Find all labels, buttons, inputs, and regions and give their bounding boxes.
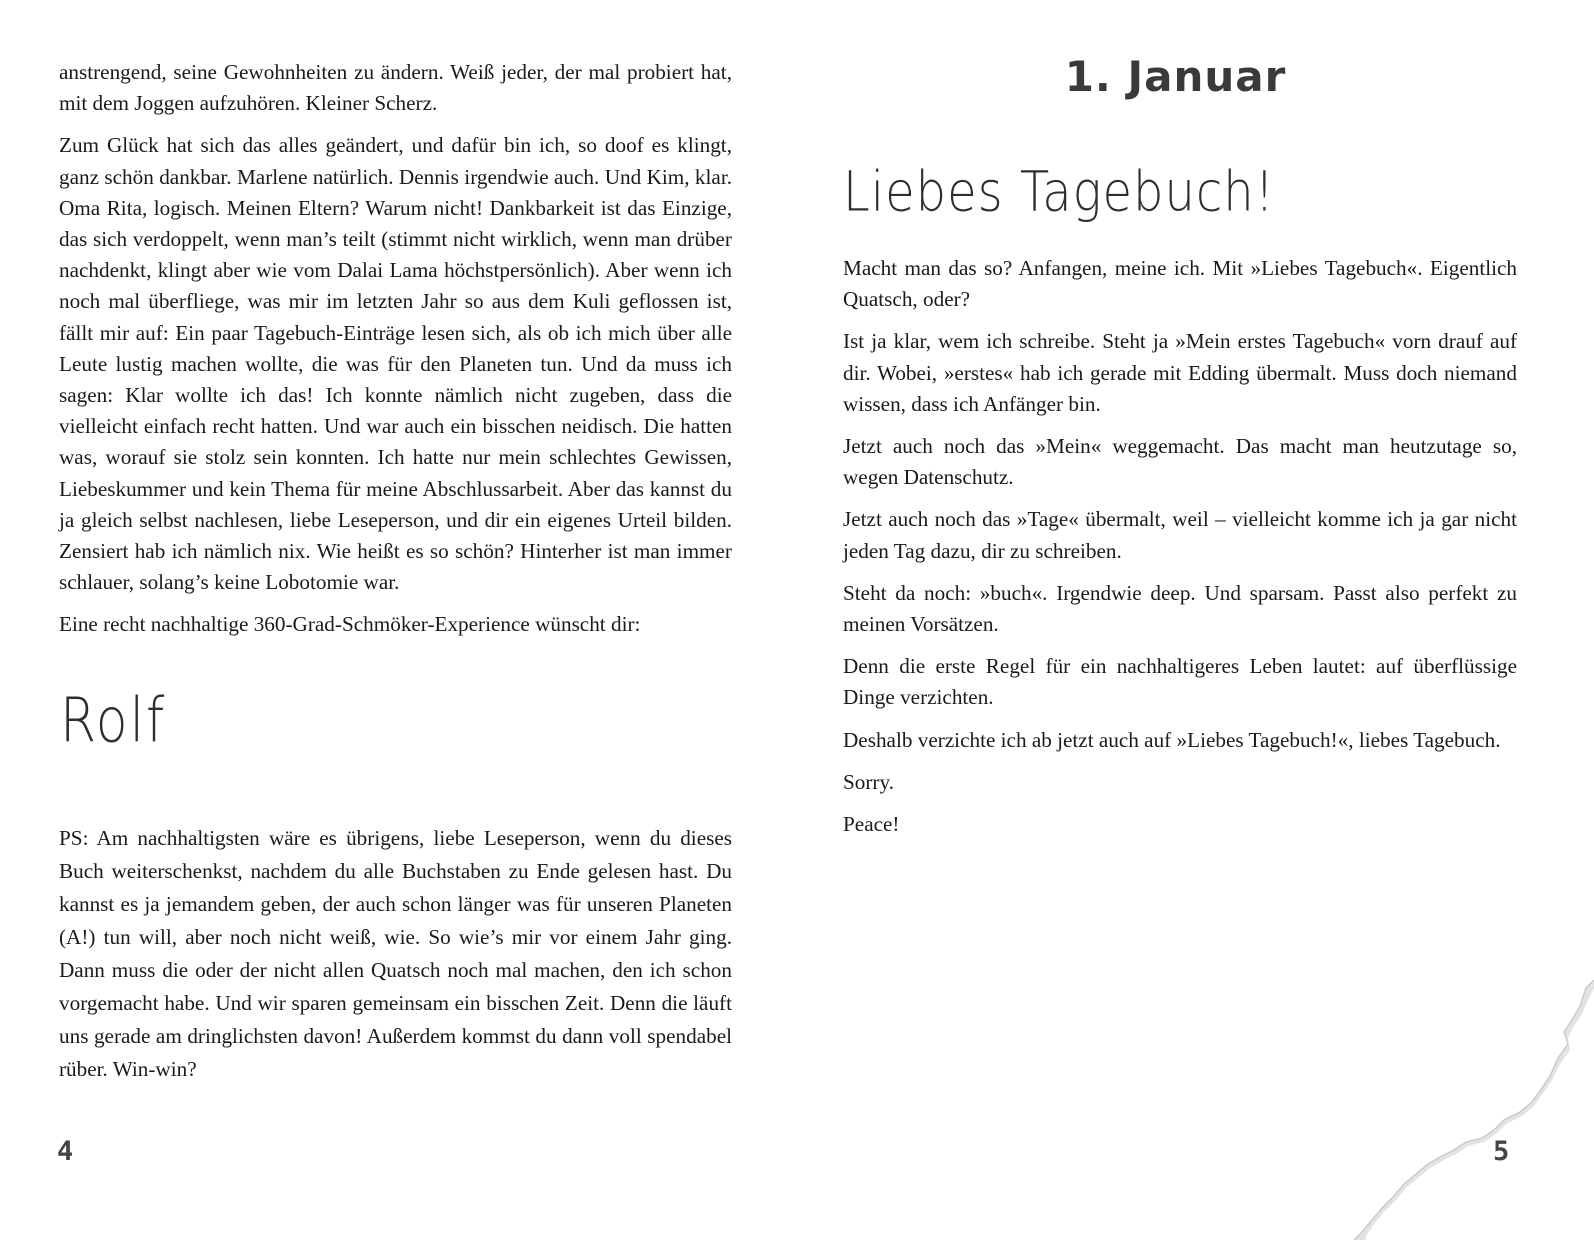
left-body-text [59, 57, 732, 652]
diary-salutation: Liebes Tagebuch! [843, 160, 1275, 225]
paragraph: Jetzt auch noch das »Mein« weggemacht. Das macht man heutzutage so, wegen Datenschutz. [843, 434, 1517, 490]
paragraph: Deshalb verzichte ich ab jetzt auch auf »Liebes Tagebuch!«, liebes Tagebuch. [843, 727, 1501, 752]
paragraph: Peace! [843, 812, 900, 837]
paragraph: Denn die erste Regel für ein nachhaltigeres Leben lautet: auf überflüssige Dinge verzichten. [843, 654, 1517, 710]
right-body-text [843, 253, 1517, 851]
postscript-paragraph: PS: Am nachhaltigsten wäre es übrigens, liebe Leseperson, wenn du dieses Buch weiterschenkst, nachdem du alle Buchstaben zu Ende gelesen hast. Du kannst es ja jemandem geben, der auch schon länger was für unseren Planeten (A!) tun will, aber noch nicht weiß, wie. So wie’s mir vor einem Jahr ging. Dann muss die oder der nicht allen Quatsch noch mal machen, den ich schon vorgemacht habe. Und wir sparen gemeinsam ein bisschen Zeit. Denn die läuft uns gerade am dringlichsten davon! Außerdem kommst du dann voll spendabel rüber. Win-win? [59, 826, 732, 1081]
handwritten-signature: Rolf [60, 686, 167, 757]
page-number-left: 4 [57, 1136, 74, 1167]
right-page [797, 0, 1594, 1240]
paragraph: Eine recht nachhaltige 360-Grad-Schmöker-Experience wünscht dir: [59, 612, 641, 637]
chapter-title: 1. Januar [1064, 52, 1287, 101]
paragraph: anstrengend, seine Gewohnheiten zu ändern. Weiß jeder, der mal probiert hat, mit dem Joggen aufzuhören. Kleiner Scherz. [59, 60, 732, 116]
paragraph: Jetzt auch noch das »Tage« übermalt, weil – vielleicht komme ich ja gar nicht jeden Tag dazu, dir zu schreiben. [843, 507, 1517, 563]
page-number-right: 5 [1493, 1136, 1510, 1167]
torn-page-corner [1354, 980, 1594, 1240]
paragraph: Zum Glück hat sich das alles geändert, und dafür bin ich, so doof es klingt, ganz schön dankbar. Marlene natürlich. Dennis irgendwie auch. Und Kim, klar. Oma Rita, logisch. Meinen Eltern? Warum nicht! Dankbarkeit ist das Einzige, das sich verdoppelt, wenn man’s teilt (stimmt nicht wirklich, wenn man drüber nachdenkt, klingt aber wie vom Dalai Lama höchstpersönlich). Aber wenn ich noch mal überfliege, was mir im letzten Jahr so aus dem Kuli geflossen ist, fällt mir auf: Ein paar Tagebuch-Einträge lesen sich, als ob ich mich über alle Leute lustig machen wollte, die was für den Planeten tun. Und da muss ich sagen: Klar wollte ich das! Ich konnte nämlich nicht zugeben, dass die vielleicht einfach recht hatten. Und war auch ein bisschen neidisch. Die hatten was, worauf sie stolz sein konnten. Ich hatte nur mein schlechtes Gewissen, Liebeskummer und kein Thema für meine Abschlussarbeit. Aber das kannst du ja gleich selbst nachlesen, liebe Leseperson, und dir ein eigenes Urteil bilden. Zensiert hab ich nämlich nix. Wie heißt es so schön? Hinterher ist man immer schlauer, solang’s keine Lobotomie war. [59, 133, 732, 595]
torn-edge-fold [1366, 988, 1594, 1240]
paragraph: Ist ja klar, wem ich schreibe. Steht ja »Mein erstes Tagebuch« vorn drauf auf dir. Wobei, »erstes« hab ich gerade mit Edding übermalt. Muss doch niemand wissen, dass ich Anfänger bin. [843, 329, 1517, 416]
paragraph: Macht man das so? Anfangen, meine ich. Mit »Liebes Tagebuch«. Eigentlich Quatsch, oder? [843, 256, 1517, 312]
paragraph: Steht da noch: »buch«. Irgendwie deep. Und sparsam. Passt also perfekt zu meinen Vorsätzen. [843, 580, 1517, 637]
paragraph: Sorry. [843, 769, 895, 794]
